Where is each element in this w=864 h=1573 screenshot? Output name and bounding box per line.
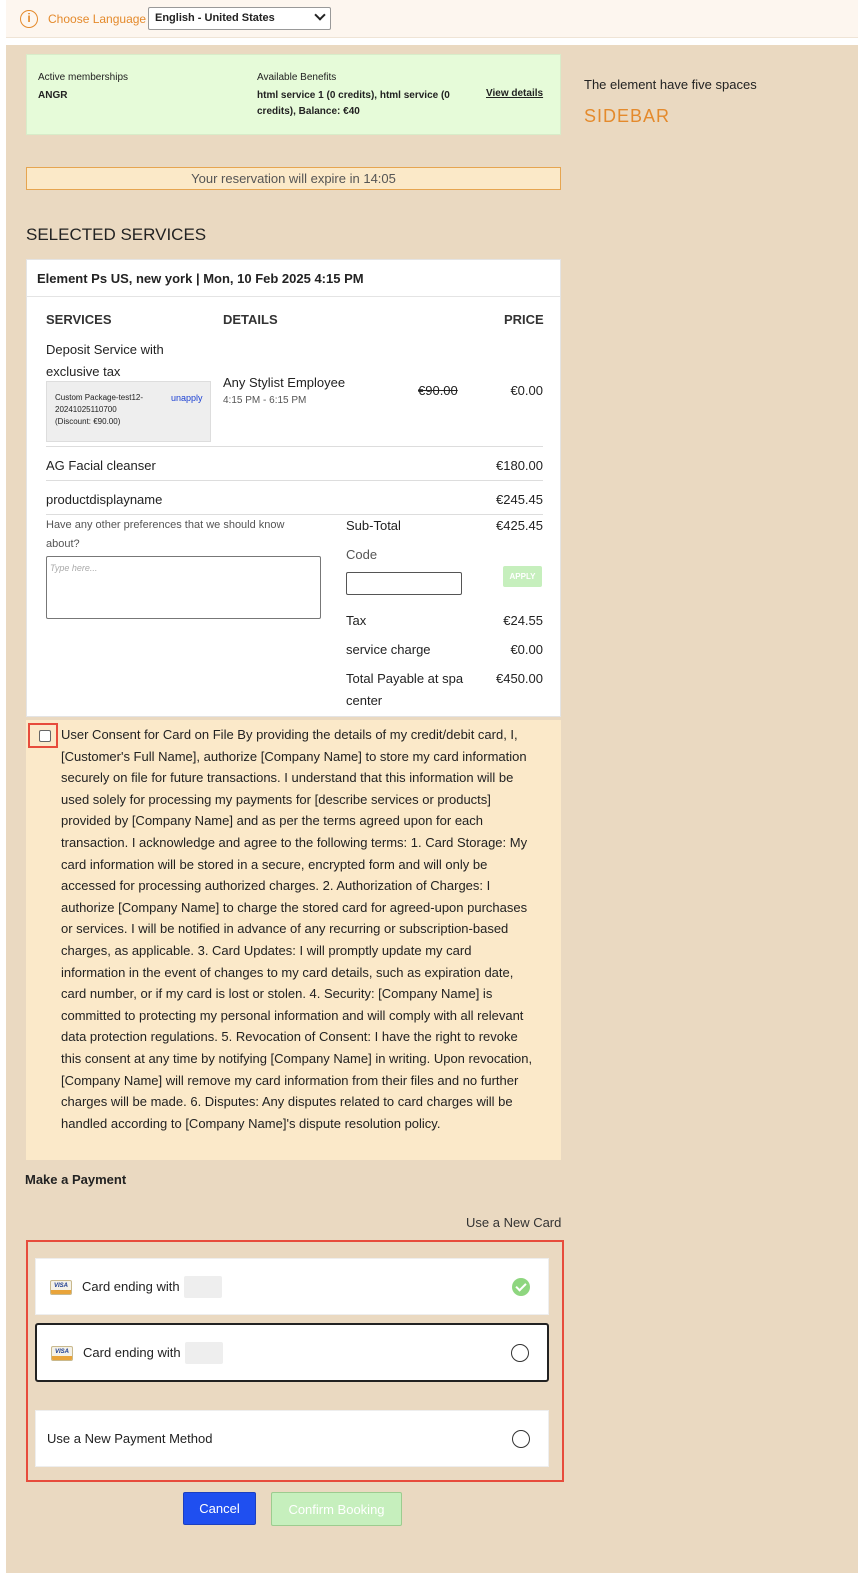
sidebar-note: The element have five spaces [584,77,757,92]
chevron-down-icon [314,9,325,20]
service-time: 4:15 PM - 6:15 PM [223,395,307,406]
available-benefits-label: Available Benefits [257,72,337,83]
masked-card-number [185,1342,223,1364]
cancel-button[interactable]: Cancel [183,1492,256,1525]
active-memberships-label: Active memberships [38,72,129,83]
services-column-header: SERVICES [46,312,112,327]
preferences-textarea[interactable]: Type here... [46,556,321,619]
reservation-notice: Your reservation will expire in 14:05 [26,167,561,190]
services-card [26,259,561,717]
package-name-line2: 20241025110700 [55,405,117,414]
item-name: AG Facial cleanser [46,458,156,473]
visa-card-icon: VISA [51,1346,73,1361]
payment-method-card-2[interactable] [35,1323,549,1382]
package-discount: (Discount: €90.00) [55,417,121,426]
total-label-line1: Total Payable at spa [346,671,464,686]
total-value: €450.00 [496,671,543,686]
promo-code-input[interactable] [346,572,462,595]
item-name: productdisplayname [46,492,163,507]
available-benefits-line2: credits), Balance: €40 [257,106,360,117]
service-charge-value: €0.00 [510,642,543,657]
tax-value: €24.55 [503,613,543,628]
check-circle-icon[interactable] [512,1278,530,1296]
subtotal-label: Sub-Total [346,518,401,533]
code-label: Code [346,547,378,562]
service-price: €0.00 [510,383,543,398]
item-price: €245.45 [496,492,543,507]
preferences-label: Have any other preferences that we should know about? [46,519,285,550]
visa-card-icon: VISA [50,1280,72,1295]
radio-button[interactable] [511,1344,529,1362]
service-name-line2: exclusive tax [46,364,121,379]
consent-text: User Consent for Card on File By providing the details of my credit/debit card, I, [Customer's Full Name], authorize [Company Name] to store my card information securely on file for future transactions. I understand that this information will be used solely for processing my payments for [describe services or products] provided by [Company Name] and as per the terms agreed upon for each transaction. I acknowledge and agree to the following terms: 1. Card Storage: My card information will be stored in a secure, encrypted form and will only be accessed for processing authorized charges. 2. Authorization of Charges: I authorize [Company Name] to charge the stored card for agreed-upon purchases or services. I will be notified in advance of any recurring or subscription-based charges, as applicable. 3. Card Updates: I will promptly update my card information in the event of changes to my card details, such as expiration date, card number, or if my card is lost or stolen. 4. Security: [Company Name] is committed to protecting my personal information and will comply with all relevant data protection regulations. 5. Revocation of Consent: I have the right to revoke this consent at any time by notifying [Company Name] in writing. Upon revocation, [Company Name] will remove my card information from their files and no further charges will be made. 6. Disputes: Any disputes related to card charges will be handled according to [Company Name]'s dispute resolution policy. [61,727,533,1131]
payment-method-label: Card ending with [83,1345,181,1360]
appointment-header: Element Ps US, new york | Mon, 10 Feb 2025 4:15 PM [27,260,560,297]
make-payment-title: Make a Payment [25,1172,127,1187]
package-discount-box [46,381,211,442]
available-benefits-line1: html service 1 (0 credits), html service (0 [257,90,450,101]
masked-card-number [184,1276,222,1298]
payment-method-label: Card ending with [82,1279,180,1294]
active-memberships-value: ANGR [38,90,68,101]
tax-label: Tax [346,613,367,628]
divider [46,446,543,447]
language-bar [6,0,858,38]
package-name-line1: Custom Package-test12- [55,393,144,402]
service-name-line1: Deposit Service with [46,342,164,357]
service-original-price: €90.00 [418,383,458,398]
apply-code-button[interactable]: APPLY [503,566,542,587]
details-column-header: DETAILS [223,312,278,327]
confirm-booking-button[interactable]: Confirm Booking [271,1492,402,1526]
price-column-header: PRICE [504,312,544,327]
subtotal-value: €425.45 [496,518,543,533]
language-select-value: English - United States [155,12,275,24]
selected-services-title: SELECTED SERVICES [26,225,207,244]
divider [46,514,543,515]
payment-method-new[interactable] [35,1410,549,1467]
service-charge-label: service charge [346,642,431,657]
choose-language-label: Choose Language [48,12,147,26]
item-price: €180.00 [496,458,543,473]
payment-method-card-1[interactable] [35,1258,549,1315]
membership-panel [26,54,561,135]
view-details-link[interactable]: View details [486,88,544,99]
service-employee: Any Stylist Employee [223,375,346,390]
payment-method-label: Use a New Payment Method [47,1431,213,1446]
sidebar-title: SIDEBAR [584,106,671,126]
radio-button[interactable] [512,1430,530,1448]
language-select[interactable] [148,7,331,30]
divider [46,480,543,481]
info-icon: i [20,10,38,28]
unapply-link[interactable]: unapply [171,393,203,403]
total-label-line2: center [346,693,383,708]
use-new-card-link[interactable]: Use a New Card [466,1215,562,1230]
consent-checkbox[interactable] [39,730,51,742]
